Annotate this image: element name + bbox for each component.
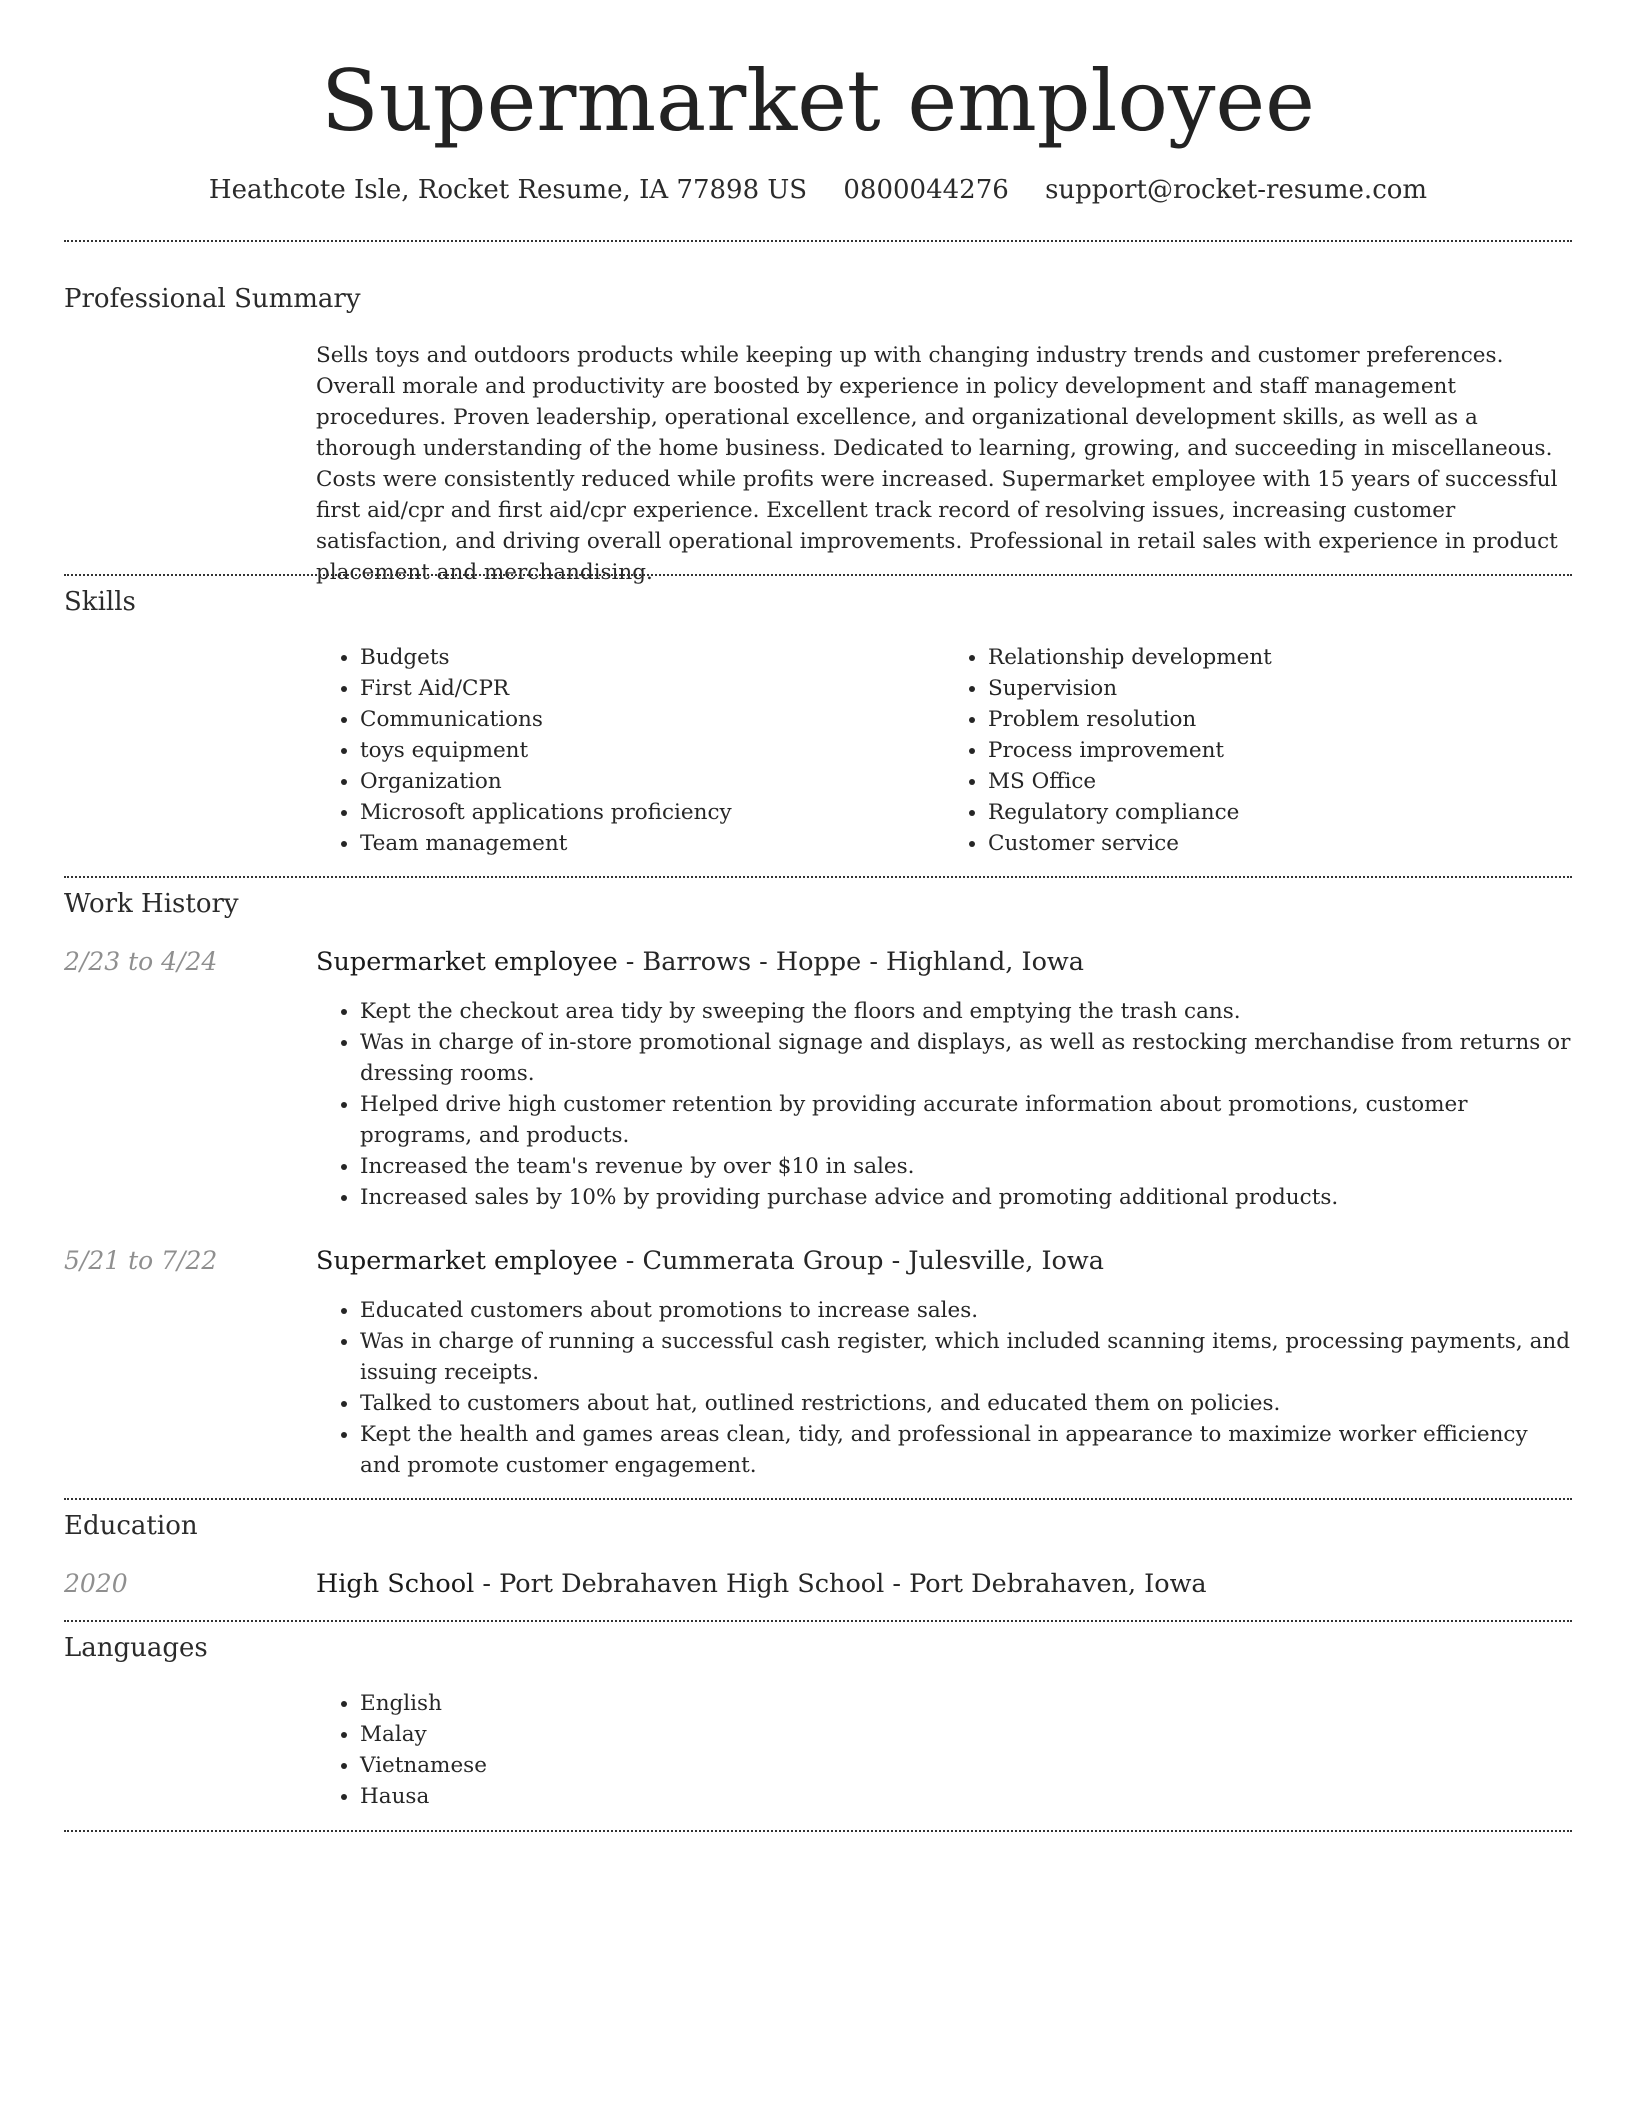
job-bullet: • Helped drive high customer retention by providing accurate information about promotions, customer programs, and products.	[360, 1089, 1572, 1151]
work-heading: Work History	[64, 889, 239, 919]
summary-heading: Professional Summary	[64, 284, 361, 314]
divider	[64, 876, 1572, 878]
job-details: - Barrows - Hoppe - Highland, Iowa	[617, 947, 1084, 977]
skills-heading: Skills	[64, 587, 136, 617]
skill-item: • Process improvement	[988, 735, 1572, 766]
divider	[64, 1620, 1572, 1622]
job-bullet: • Increased the team's revenue by over $10 in sales.	[360, 1151, 1572, 1182]
education-year: 2020	[64, 1569, 128, 1598]
job-bullet: • Kept the checkout area tidy by sweeping the floors and emptying the trash cans.	[360, 996, 1572, 1027]
divider	[64, 574, 1572, 576]
education-details: - Port Debrahaven High School - Port Debrahaven, Iowa	[474, 1569, 1207, 1599]
skill-item: • Relationship development	[988, 642, 1572, 673]
contact-address: Heathcote Isle, Rocket Resume, IA 77898 US	[208, 175, 808, 205]
language-item: • Hausa	[360, 1781, 1572, 1812]
job-bullets	[316, 996, 1572, 1213]
skill-item: • Problem resolution	[988, 704, 1572, 735]
resume-name: Supermarket employee	[321, 52, 1315, 150]
skills-list-right	[944, 642, 1572, 859]
languages-list	[316, 1688, 1572, 1812]
job-dates: 2/23 to 4/24	[64, 947, 218, 976]
skill-item: • Communications	[360, 704, 944, 735]
education-degree: High School	[316, 1569, 475, 1599]
job-bullet-list	[316, 996, 1572, 1213]
skill-item: • Team management	[360, 828, 944, 859]
job-bullet: • Kept the health and games areas clean, tidy, and professional in appearance to maximize worker efficiency and promote customer engagement.	[360, 1419, 1572, 1481]
language-item: • Malay	[360, 1719, 1572, 1750]
skill-item: • Supervision	[988, 673, 1572, 704]
job-bullet: • Talked to customers about hat, outlined restrictions, and educated them on policies.	[360, 1388, 1572, 1419]
contact-phone: 0800044276	[843, 175, 1009, 205]
job-bullet: • Was in charge of running a successful cash register, which included scanning items, processing payments, and issuing receipts.	[360, 1326, 1572, 1388]
skill-item: • MS Office	[988, 766, 1572, 797]
summary-text: Sells toys and outdoors products while keeping up with changing industry trends and customer preferences. Overall morale and productivity are boosted by experience in policy development and staff management procedures. Proven leadership, operational excellence, and organizational development skills, as well as a thorough understanding of the home business. Dedicated to learning, growing, and succeeding in miscellaneous. Costs were consistently reduced while profits were increased. Supermarket employee with 15 years of successful first aid/cpr and first aid/cpr experience. Excellent track record of resolving issues, increasing customer satisfaction, and driving overall operational improvements. Professional in retail sales with experience in product placement and merchandising.	[316, 343, 1558, 585]
job-details: - Cummerata Group - Julesville, Iowa	[617, 1246, 1104, 1276]
education-heading: Education	[64, 1511, 198, 1541]
job-position: Supermarket employee	[316, 1246, 618, 1276]
language-item: • Vietnamese	[360, 1750, 1572, 1781]
skill-item: • toys equipment	[360, 735, 944, 766]
divider	[64, 1498, 1572, 1500]
summary-section	[316, 340, 1572, 588]
job-bullet: • Educated customers about promotions to increase sales.	[360, 1295, 1572, 1326]
job-heading	[316, 944, 1572, 980]
job-dates: 5/21 to 7/22	[64, 1246, 218, 1275]
education-entry	[316, 1566, 1572, 1602]
skill-item: • Microsoft applications proficiency	[360, 797, 944, 828]
job-position: Supermarket employee	[316, 947, 618, 977]
job-heading	[316, 1243, 1572, 1279]
skills-list-left	[316, 642, 944, 859]
languages-section	[316, 1688, 1572, 1812]
contact-email: support@rocket-resume.com	[1045, 175, 1428, 205]
skill-item: • First Aid/CPR	[360, 673, 944, 704]
skill-item: • Budgets	[360, 642, 944, 673]
contact-line	[64, 170, 1572, 210]
divider	[64, 240, 1572, 242]
skills-section	[316, 642, 1572, 859]
skill-item: • Customer service	[988, 828, 1572, 859]
language-item: • English	[360, 1688, 1572, 1719]
job-bullet-list	[316, 1295, 1572, 1481]
languages-heading: Languages	[64, 1633, 208, 1663]
divider	[64, 1830, 1572, 1832]
job-bullet: • Was in charge of in-store promotional signage and displays, as well as restocking merchandise from returns or dressing rooms.	[360, 1027, 1572, 1089]
skill-item: • Regulatory compliance	[988, 797, 1572, 828]
job-bullets	[316, 1295, 1572, 1481]
skill-item: • Organization	[360, 766, 944, 797]
job-bullet: • Increased sales by 10% by providing purchase advice and promoting additional products.	[360, 1182, 1572, 1213]
